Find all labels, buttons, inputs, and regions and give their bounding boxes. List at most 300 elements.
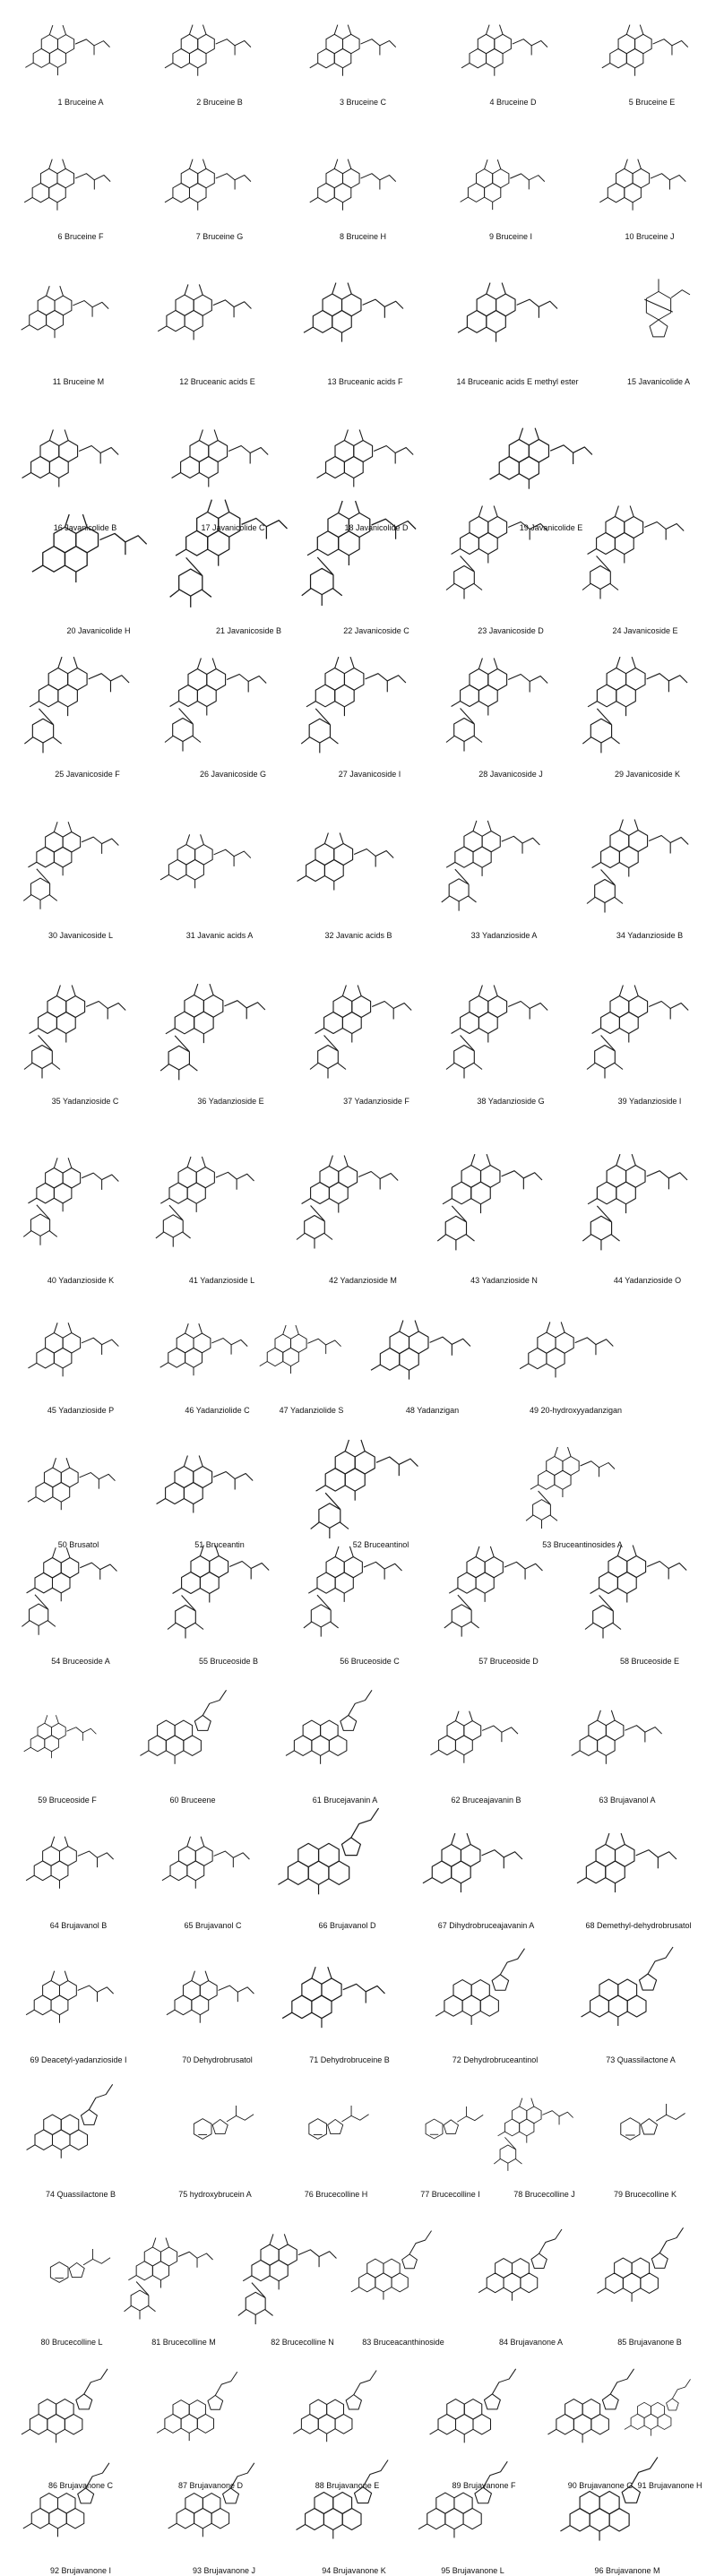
compound-number: 17 xyxy=(201,523,211,532)
compound-37 xyxy=(305,954,448,1107)
chemical-structure-drawing xyxy=(573,466,717,625)
compound-number: 1 xyxy=(57,98,63,107)
compound-name: Dehydrobruceine B xyxy=(320,2055,390,2064)
compound-name: Bruceine C xyxy=(346,98,387,107)
compound-label xyxy=(179,377,255,387)
compound-name: Brujavanone I xyxy=(61,2566,112,2575)
compound-number: 13 xyxy=(327,377,337,386)
compound-name: Quassilactone A xyxy=(616,2055,676,2064)
chemical-structure-drawing xyxy=(426,1935,565,2054)
compound-name: Yadanzioside I xyxy=(628,1097,682,1106)
compound-62 xyxy=(421,1676,551,1805)
chemical-structure-drawing xyxy=(121,2209,246,2336)
compound-4 xyxy=(448,0,578,108)
chemical-structure-drawing xyxy=(596,244,721,375)
chemical-structure-drawing xyxy=(439,1514,578,1655)
compound-name: Javanicolide A xyxy=(638,377,691,386)
compound-48 xyxy=(358,1290,506,1416)
compound-label xyxy=(271,2338,334,2348)
compound-43 xyxy=(430,1116,578,1286)
compound-number: 62 xyxy=(451,1796,461,1805)
compound-2 xyxy=(152,0,287,108)
compound-75 xyxy=(157,2070,273,2200)
compound-number: 9 xyxy=(488,232,494,241)
compound-number: 89 xyxy=(452,2481,461,2490)
compound-number: 20 xyxy=(66,626,76,635)
compound-name: Bruceoside C xyxy=(350,1657,400,1666)
compound-number: 38 xyxy=(477,1097,487,1106)
compound-label xyxy=(30,2055,126,2065)
compound-label xyxy=(322,2566,386,2576)
compound-12 xyxy=(148,244,287,387)
compound-name: Brujavanone D xyxy=(189,2481,244,2490)
chemical-structure-drawing xyxy=(287,788,430,929)
compound-name: Brujavanol C xyxy=(195,1921,242,1930)
compound-number: 28 xyxy=(478,770,488,779)
compound-61 xyxy=(278,1676,412,1805)
compound-30 xyxy=(13,788,148,941)
compound-name: Javanicoside K xyxy=(625,770,681,779)
compound-26 xyxy=(161,627,305,780)
compound-7 xyxy=(152,134,287,242)
chemical-structure-drawing xyxy=(13,1935,143,2054)
compound-name: 20-hydroxyyadanzigan xyxy=(540,1406,623,1415)
compound-9 xyxy=(448,134,573,242)
compound-name: Yadanzioside L xyxy=(200,1276,255,1285)
compound-label xyxy=(309,2055,390,2065)
compound-number: 61 xyxy=(312,1796,322,1805)
compound-name: Brujavanone H xyxy=(648,2481,702,2490)
compound-label xyxy=(189,1276,254,1286)
compound-name: Javanicolide D xyxy=(356,523,409,532)
compound-name: Bruceoside F xyxy=(48,1796,97,1805)
compound-number: 34 xyxy=(616,931,625,940)
compound-number: 14 xyxy=(456,377,466,386)
compound-label xyxy=(186,931,254,941)
compound-label xyxy=(620,1657,679,1667)
compound-96 xyxy=(547,2451,708,2576)
compound-84 xyxy=(466,2209,596,2348)
compound-label xyxy=(362,2338,444,2348)
compound-label xyxy=(438,1921,535,1931)
compound-label xyxy=(629,98,676,108)
chemical-structure-drawing xyxy=(582,2070,708,2188)
compound-number: 80 xyxy=(40,2338,50,2347)
compound-name: Brucejavanin A xyxy=(323,1796,378,1805)
compound-name: Yadanzioside A xyxy=(481,931,538,940)
compound-number: 16 xyxy=(53,523,63,532)
compound-number: 41 xyxy=(188,1276,198,1285)
compound-56 xyxy=(300,1514,439,1667)
compound-label xyxy=(478,770,543,780)
chemical-structure-drawing xyxy=(296,134,430,230)
compound-number: 94 xyxy=(322,2566,332,2575)
compound-59 xyxy=(13,1676,121,1805)
compound-label xyxy=(318,1921,375,1931)
compound-name: Yadanzioside F xyxy=(354,1097,409,1106)
chemical-structure-drawing xyxy=(444,244,591,375)
chemical-structure-drawing xyxy=(157,2451,291,2564)
compound-number: 23 xyxy=(478,626,487,635)
compound-name: Dehydrobruceantinol xyxy=(463,2055,539,2064)
compound-number: 22 xyxy=(343,626,353,635)
compound-name: Bruceoside E xyxy=(631,1657,680,1666)
compound-name: Yadanziolide C xyxy=(195,1406,250,1415)
compound-number: 12 xyxy=(179,377,189,386)
chemical-structure-drawing xyxy=(412,1801,560,1919)
compound-number: 75 xyxy=(178,2190,188,2199)
compound-number: 71 xyxy=(309,2055,319,2064)
compound-number: 77 xyxy=(420,2190,430,2199)
compound-number: 91 xyxy=(637,2481,647,2490)
compound-number: 31 xyxy=(185,931,195,940)
compound-name: Brujavanol B xyxy=(61,1921,108,1930)
chemical-structure-drawing xyxy=(291,244,439,375)
compound-58 xyxy=(578,1514,721,1667)
compound-number: 69 xyxy=(30,2055,39,2064)
compound-number: 95 xyxy=(441,2566,451,2575)
chemical-structure-drawing xyxy=(13,1290,148,1404)
compound-number: 6 xyxy=(57,232,63,241)
compound-label xyxy=(615,770,680,780)
compound-name: Bruceine M xyxy=(63,377,105,386)
compound-name: Brujavanone E xyxy=(326,2481,380,2490)
compound-name: Javanicoside E xyxy=(623,626,678,635)
compound-label xyxy=(324,931,392,941)
compound-11 xyxy=(13,244,143,387)
compound-85 xyxy=(582,2209,717,2348)
compound-name: Bruceajavanin B xyxy=(461,1796,521,1805)
compound-number: 57 xyxy=(478,1657,488,1666)
chemical-structure-drawing xyxy=(157,1514,300,1655)
compound-number: 88 xyxy=(315,2481,324,2490)
compound-name: Javanicoside C xyxy=(354,626,409,635)
compound-name: Brujavanone J xyxy=(203,2566,256,2575)
compound-name: Dehydrobrusatol xyxy=(193,2055,253,2064)
compound-5 xyxy=(587,0,717,108)
compound-number: 24 xyxy=(612,626,622,635)
compound-number: 79 xyxy=(613,2190,623,2199)
chemical-structure-drawing xyxy=(305,954,448,1095)
compound-label xyxy=(200,770,266,780)
compound-number: 82 xyxy=(271,2338,280,2347)
compound-name: Javanicoside B xyxy=(227,626,282,635)
compound-name: Bruceine E xyxy=(635,98,676,107)
compound-label xyxy=(594,2566,659,2576)
compound-number: 40 xyxy=(47,1276,56,1285)
compound-70 xyxy=(152,1935,282,2065)
compound-number: 19 xyxy=(519,523,529,532)
compound-label xyxy=(477,1097,544,1107)
compound-number: 3 xyxy=(339,98,344,107)
chemical-structure-drawing xyxy=(13,1116,148,1274)
compound-number: 11 xyxy=(52,377,62,386)
compound-name: Brucecolline M xyxy=(162,2338,216,2347)
compound-label xyxy=(40,2338,102,2348)
compound-name: Brujavanone B xyxy=(628,2338,682,2347)
compound-38 xyxy=(439,954,582,1107)
chemical-structure-drawing xyxy=(13,244,143,375)
chemical-structure-drawing xyxy=(547,2451,708,2564)
compound-label xyxy=(47,1276,114,1286)
compound-name: Bruceine H xyxy=(346,232,387,241)
compound-65 xyxy=(148,1801,278,1931)
compound-name: Javanicoside F xyxy=(65,770,120,779)
compound-name: Bruceanic acids F xyxy=(339,377,403,386)
compound-name: Bruceantin xyxy=(205,1540,245,1549)
compound-label xyxy=(55,770,120,780)
compound-label xyxy=(305,2190,368,2200)
compound-93 xyxy=(157,2451,291,2576)
chemical-structure-drawing xyxy=(278,2070,394,2188)
compound-28 xyxy=(439,627,582,780)
compound-label xyxy=(199,1657,258,1667)
compound-47 xyxy=(251,1290,372,1416)
compound-name: Bruceanic acids E methyl ester xyxy=(467,377,579,386)
compound-name: Brujavanol A xyxy=(609,1796,656,1805)
compound-81 xyxy=(121,2209,246,2348)
chemical-structure-drawing xyxy=(269,1801,426,1919)
compound-42 xyxy=(291,1116,435,1286)
compound-name: Javanicoside J xyxy=(489,770,543,779)
compound-label xyxy=(478,1657,539,1667)
compound-name: Yadanzioside O xyxy=(625,1276,682,1285)
chemical-structure-drawing xyxy=(448,134,573,230)
compound-label xyxy=(625,232,674,242)
chemical-structure-drawing xyxy=(152,788,287,929)
compound-number: 64 xyxy=(49,1921,59,1930)
compound-number: 85 xyxy=(617,2338,627,2347)
compound-name: Brucecolline I xyxy=(431,2190,480,2199)
compound-number: 29 xyxy=(614,770,624,779)
compound-name: Brujavanone K xyxy=(332,2566,386,2575)
compound-name: Brujavanone C xyxy=(59,2481,114,2490)
compound-number: 55 xyxy=(198,1657,208,1666)
compound-label xyxy=(280,1406,344,1416)
chemical-structure-drawing xyxy=(152,0,287,96)
compound-label xyxy=(530,1406,622,1416)
compound-name: Yadanzioside K xyxy=(58,1276,115,1285)
chemical-structure-drawing xyxy=(148,244,287,375)
compound-label xyxy=(471,931,538,941)
compound-number: 66 xyxy=(318,1921,328,1930)
compound-66 xyxy=(269,1801,426,1931)
chemical-structure-drawing xyxy=(506,1290,645,1404)
compound-71 xyxy=(273,1935,426,2065)
compound-55 xyxy=(157,1514,300,1667)
compound-name: Bruceanic acids E xyxy=(190,377,255,386)
chemical-structure-drawing xyxy=(439,954,582,1095)
compound-number: 72 xyxy=(452,2055,461,2064)
compound-name: Javanicolide B xyxy=(65,523,117,532)
chemical-structure-drawing xyxy=(340,2209,466,2336)
compound-69 xyxy=(13,1935,143,2065)
compound-name: Javanicoside D xyxy=(488,626,544,635)
compound-label xyxy=(182,2055,253,2065)
compound-name: Yadanzioside P xyxy=(58,1406,115,1415)
compound-label xyxy=(627,377,690,387)
compound-label xyxy=(614,1276,681,1286)
chemical-structure-drawing xyxy=(13,2070,148,2188)
compound-number: 21 xyxy=(215,626,225,635)
compound-label xyxy=(456,377,578,387)
chemical-structure-drawing xyxy=(13,1514,148,1655)
chemical-structure-drawing xyxy=(13,2451,148,2564)
compound-number: 54 xyxy=(51,1657,61,1666)
compound-name: Yadanzioside B xyxy=(627,931,684,940)
compound-name: Javanicolide E xyxy=(530,523,583,532)
compound-74 xyxy=(13,2070,148,2200)
compound-name: Brucecolline K xyxy=(625,2190,677,2199)
compound-number: 49 xyxy=(529,1406,539,1415)
chemical-structure-drawing xyxy=(157,2070,273,2188)
compound-label xyxy=(46,2190,116,2200)
compound-name: hydroxybrucein A xyxy=(189,2190,252,2199)
compound-number: 76 xyxy=(304,2190,314,2199)
compound-1 xyxy=(18,0,143,108)
chemical-structure-drawing xyxy=(273,1935,426,2054)
compound-name: Yadanzioside G xyxy=(487,1097,545,1106)
compound-name: Yadanzioside N xyxy=(481,1276,538,1285)
compound-name: Dihydrobruceajavanin A xyxy=(449,1921,535,1930)
compound-name: Bruceine J xyxy=(636,232,675,241)
compound-number: 45 xyxy=(47,1406,56,1415)
compound-name: Brujavanone F xyxy=(462,2481,516,2490)
compound-label xyxy=(606,2055,676,2065)
chemical-structure-drawing xyxy=(291,1116,435,1274)
compound-10 xyxy=(582,134,717,242)
compound-number: 5 xyxy=(628,98,634,107)
chemical-structure-drawing xyxy=(439,466,582,625)
compound-label xyxy=(151,2338,216,2348)
chemical-structure-drawing xyxy=(296,466,457,625)
chemical-structure-drawing xyxy=(358,1290,506,1404)
chemical-structure-drawing xyxy=(569,1935,712,2054)
compound-54 xyxy=(13,1514,148,1667)
compound-label xyxy=(489,232,532,242)
compound-number: 44 xyxy=(613,1276,623,1285)
compound-number: 15 xyxy=(626,377,636,386)
compound-number: 78 xyxy=(513,2190,523,2199)
compound-name: Bruceine F xyxy=(65,232,104,241)
compound-name: Yadanziolide S xyxy=(289,1406,344,1415)
compound-label xyxy=(340,1657,400,1667)
chemical-structure-drawing xyxy=(161,627,305,768)
chemical-structure-drawing xyxy=(300,1514,439,1655)
chemical-structure-drawing xyxy=(582,134,717,230)
compound-name: Javanic acids A xyxy=(197,931,254,940)
compound-label xyxy=(406,1406,459,1416)
compound-number: 65 xyxy=(184,1921,194,1930)
chemical-structure-drawing xyxy=(296,0,430,96)
compound-68 xyxy=(565,1801,712,1931)
compound-number: 30 xyxy=(47,931,57,940)
chemical-structure-drawing xyxy=(148,1801,278,1919)
compound-number: 73 xyxy=(606,2055,616,2064)
compound-name: Brusatol xyxy=(69,1540,99,1549)
chemical-structure-drawing xyxy=(13,627,161,768)
compound-20 xyxy=(13,466,184,636)
compound-number: 27 xyxy=(338,770,348,779)
compound-number: 2 xyxy=(196,98,202,107)
chemical-structure-drawing xyxy=(448,0,578,96)
compound-45 xyxy=(13,1290,148,1416)
compound-name: Javanicoside G xyxy=(211,770,267,779)
compound-80 xyxy=(13,2209,130,2348)
compound-72 xyxy=(426,1935,565,2065)
compound-name: Brucecolline L xyxy=(52,2338,103,2347)
compound-name: Brucecolline J xyxy=(524,2190,575,2199)
compound-number: 60 xyxy=(169,1796,179,1805)
chemical-structure-drawing xyxy=(573,1116,721,1274)
compound-number: 93 xyxy=(192,2566,202,2575)
chemical-structure-drawing xyxy=(578,1514,721,1655)
compound-49 xyxy=(506,1290,645,1416)
compound-number: 96 xyxy=(594,2566,604,2575)
compound-number: 90 xyxy=(567,2481,577,2490)
compound-label xyxy=(339,770,401,780)
compound-number: 59 xyxy=(38,1796,47,1805)
compound-34 xyxy=(578,788,721,941)
compound-number: 52 xyxy=(352,1540,362,1549)
chemical-structure-drawing xyxy=(421,1676,551,1794)
compound-number: 48 xyxy=(405,1406,415,1415)
compound-number: 8 xyxy=(339,232,344,241)
compound-name: Javanicoside I xyxy=(349,770,401,779)
chemical-structure-drawing xyxy=(13,954,157,1095)
compound-label xyxy=(614,2190,677,2200)
compound-name: Bruceine I xyxy=(496,232,533,241)
compound-label xyxy=(329,1276,397,1286)
chemical-structure-drawing xyxy=(278,1676,412,1794)
compound-name: Brujavanol D xyxy=(330,1921,376,1930)
chemical-structure-drawing xyxy=(578,788,721,929)
chemical-structure-drawing xyxy=(13,1676,121,1794)
compound-label xyxy=(51,1657,110,1667)
compound-40 xyxy=(13,1116,148,1286)
chemical-structure-drawing xyxy=(560,1676,694,1794)
chemical-structure-drawing xyxy=(582,2209,717,2336)
chemical-structure-drawing xyxy=(435,788,573,929)
compound-name: Demethyl-dehydrobrusatol xyxy=(596,1921,692,1930)
compound-label xyxy=(441,2566,504,2576)
compound-name: Javanicolide H xyxy=(78,626,131,635)
compound-label xyxy=(489,98,536,108)
compound-label xyxy=(420,2190,480,2200)
compound-22 xyxy=(296,466,457,636)
compound-name: Bruceoside A xyxy=(62,1657,110,1666)
chemical-structure-drawing xyxy=(565,1801,712,1919)
chemical-structure-drawing xyxy=(13,2209,130,2336)
compound-number: 74 xyxy=(45,2190,55,2199)
compound-number: 87 xyxy=(177,2481,187,2490)
compound-number: 26 xyxy=(199,770,209,779)
chemical-structure-drawing xyxy=(125,1676,260,1794)
compound-label xyxy=(470,1276,538,1286)
chemical-structure-drawing xyxy=(157,954,305,1095)
compound-name: Bruceene xyxy=(181,1796,216,1805)
compound-name: Yadanzioside E xyxy=(208,1097,264,1106)
compound-name: Bruceoside B xyxy=(210,1657,259,1666)
compound-label xyxy=(193,2566,255,2576)
compound-name: Javanicolide C xyxy=(212,523,265,532)
compound-label xyxy=(57,232,103,242)
chemical-structure-drawing xyxy=(13,788,148,929)
chemical-structure-drawing xyxy=(466,2209,596,2336)
compound-33 xyxy=(435,788,573,941)
compound-number: 84 xyxy=(498,2338,508,2347)
chemical-structure-drawing xyxy=(152,1935,282,2054)
